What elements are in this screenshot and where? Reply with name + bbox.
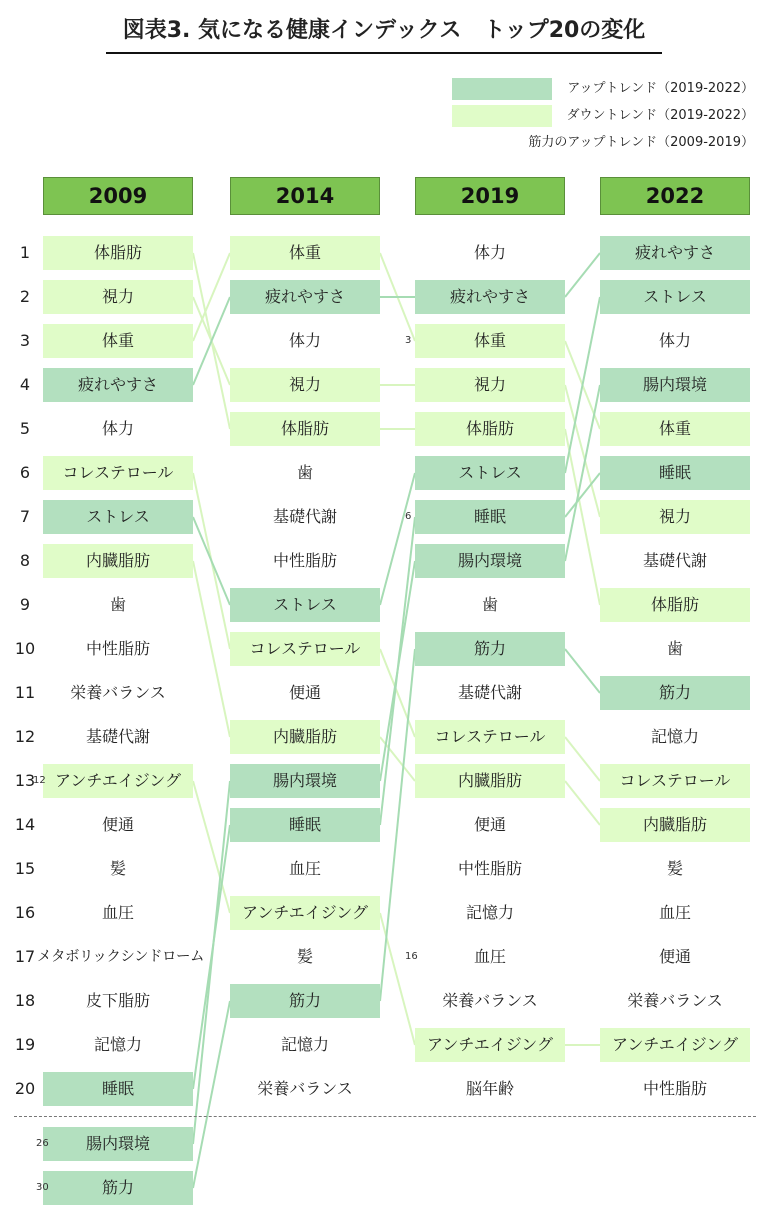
connector-line [193, 253, 230, 341]
connector-line [565, 385, 600, 561]
year-header-2014: 2014 [230, 177, 380, 215]
connector-line [380, 649, 415, 1001]
rank-item: 歯 [666, 639, 683, 658]
rank-item: コレステロール [43, 456, 193, 490]
rank-item: ストレス [600, 280, 750, 314]
connector-line [193, 781, 230, 913]
rank-number: 12 [14, 727, 36, 746]
rank-item: 栄養バランス [257, 1079, 353, 1098]
rank-number: 2 [19, 287, 31, 306]
rank-item: コレステロール [230, 632, 380, 666]
rank-item: 内臓脂肪 [415, 764, 565, 798]
rank-item: 基礎代謝 [457, 683, 522, 702]
rank-item: 脳年齢 [465, 1079, 514, 1098]
rank-item: ストレス [230, 588, 380, 622]
extra-rank-26: 26 [36, 1138, 49, 1149]
rank-item: 疲れやすさ [230, 280, 380, 314]
rank-item: 歯 [296, 463, 313, 482]
rank-item: 基礎代謝 [85, 727, 150, 746]
rank-number: 20 [14, 1079, 36, 1098]
rank-number: 14 [14, 815, 36, 834]
rank-item: 視力 [230, 368, 380, 402]
rank-item: 筋力 [415, 632, 565, 666]
rank-item: 体重 [600, 412, 750, 446]
rank-item: 栄養バランス [627, 991, 723, 1010]
rank-number: 8 [19, 551, 31, 570]
connector-line [565, 737, 600, 781]
side-rank-note: 12 [33, 775, 46, 786]
rank-number: 11 [14, 683, 36, 702]
connector-line [565, 781, 600, 825]
rank-item: 中性脂肪 [272, 551, 337, 570]
rank-item: 体脂肪 [600, 588, 750, 622]
rank-item: ストレス [415, 456, 565, 490]
side-rank-note: 3 [405, 335, 412, 346]
rank-item: アンチエイジング [600, 1028, 750, 1062]
rank-item: 内臓脂肪 [230, 720, 380, 754]
legend-label: ダウントレンド（2019-2022） [566, 108, 754, 123]
rank-item: 記憶力 [650, 727, 699, 746]
side-rank-note: 16 [405, 951, 418, 962]
rank-item: 血圧 [101, 903, 134, 922]
rank-item: 体力 [288, 331, 321, 350]
rank-item: 疲れやすさ [600, 236, 750, 270]
rank-item: 髪 [296, 947, 313, 966]
rank-item: 腸内環境 [600, 368, 750, 402]
rank-item: 中性脂肪 [642, 1079, 707, 1098]
rank-item: 血圧 [658, 903, 691, 922]
rank-item: 体重 [415, 324, 565, 358]
rank-number: 13 [14, 771, 36, 790]
year-header-2022: 2022 [600, 177, 750, 215]
rank-number: 9 [19, 595, 31, 614]
rank-item: 睡眠 [600, 456, 750, 490]
rank-number: 4 [19, 375, 31, 394]
rank-item: 血圧 [288, 859, 321, 878]
rank-item: アンチエイジング [415, 1028, 565, 1062]
rank-item: 体重 [230, 236, 380, 270]
rank-number: 5 [19, 419, 31, 438]
rank-item: 視力 [600, 500, 750, 534]
rank-item: 便通 [101, 815, 134, 834]
rank-item: 体力 [473, 243, 506, 262]
legend-label: 筋力のアップトレンド（2009-2019） [528, 135, 754, 150]
rank-number: 3 [19, 331, 31, 350]
rank-item: 体脂肪 [415, 412, 565, 446]
page-title: 図表3. 気になる健康インデックス トップ20の変化 [106, 14, 662, 54]
rank-item: 記憶力 [465, 903, 514, 922]
rank-item: 記憶力 [93, 1035, 142, 1054]
rank-number: 17 [14, 947, 36, 966]
rank-item: 栄養バランス [70, 683, 166, 702]
rank-item: コレステロール [600, 764, 750, 798]
rank-item: 内臓脂肪 [600, 808, 750, 842]
rank-item: ストレス [43, 500, 193, 534]
rank-item: コレステロール [415, 720, 565, 754]
extra-item-gut-environment: 腸内環境 [43, 1127, 193, 1161]
rank-item: 体重 [43, 324, 193, 358]
rank-item: 栄養バランス [442, 991, 538, 1010]
rank-item: 皮下脂肪 [85, 991, 150, 1010]
rank-item: 内臓脂肪 [43, 544, 193, 578]
connector-line [193, 561, 230, 737]
rank-item: 視力 [43, 280, 193, 314]
year-header-2009: 2009 [43, 177, 193, 215]
rank-item: 髪 [666, 859, 683, 878]
rank-item: 基礎代謝 [642, 551, 707, 570]
rank-item: 歯 [481, 595, 498, 614]
extra-item-muscle-strength: 筋力 [43, 1171, 193, 1205]
connector-line [565, 649, 600, 693]
rank-item: 歯 [109, 595, 126, 614]
rank-item: 疲れやすさ [43, 368, 193, 402]
rank-item: アンチエイジング [230, 896, 380, 930]
rank-item: 視力 [415, 368, 565, 402]
side-rank-note: 6 [405, 511, 412, 522]
connector-line [380, 517, 415, 825]
rank-item: 睡眠 [415, 500, 565, 534]
extra-rank-30: 30 [36, 1182, 49, 1193]
rank-item: 中性脂肪 [457, 859, 522, 878]
rank-item: 体脂肪 [230, 412, 380, 446]
rank-number: 19 [14, 1035, 36, 1054]
rank-item: 睡眠 [43, 1072, 193, 1106]
rank-item: 睡眠 [230, 808, 380, 842]
legend-label: アップトレンド（2019-2022） [567, 81, 754, 96]
rank-item: 体力 [658, 331, 691, 350]
rank-item: 記憶力 [280, 1035, 329, 1054]
rank-item: アンチエイジング [43, 764, 193, 798]
rank-number: 18 [14, 991, 36, 1010]
year-header-2019: 2019 [415, 177, 565, 215]
rank-item: メタボリックシンドローム [37, 949, 205, 965]
rank-item: 体脂肪 [43, 236, 193, 270]
rank-number: 16 [14, 903, 36, 922]
rank-item: 便通 [658, 947, 691, 966]
connector-line [565, 253, 600, 297]
rank-item: 筋力 [600, 676, 750, 710]
rank-number: 10 [14, 639, 36, 658]
rank-item: 筋力 [230, 984, 380, 1018]
rank-number: 1 [19, 243, 31, 262]
rank-item: 便通 [288, 683, 321, 702]
rank-number: 7 [19, 507, 31, 526]
connector-line [380, 473, 415, 605]
rank-number: 6 [19, 463, 31, 482]
rank-item: 便通 [473, 815, 506, 834]
rank-number: 15 [14, 859, 36, 878]
rank-item: 疲れやすさ [415, 280, 565, 314]
rank-item: 中性脂肪 [85, 639, 150, 658]
rank-item: 体力 [101, 419, 134, 438]
connector-line [565, 297, 600, 473]
rank-item: 腸内環境 [415, 544, 565, 578]
rank-item: 腸内環境 [230, 764, 380, 798]
rank-item: 髪 [109, 859, 126, 878]
rank-item: 血圧 [473, 947, 506, 966]
connector-line [565, 429, 600, 605]
rank-item: 基礎代謝 [272, 507, 337, 526]
divider-dashed [14, 1116, 756, 1117]
connector-line [380, 913, 415, 1045]
